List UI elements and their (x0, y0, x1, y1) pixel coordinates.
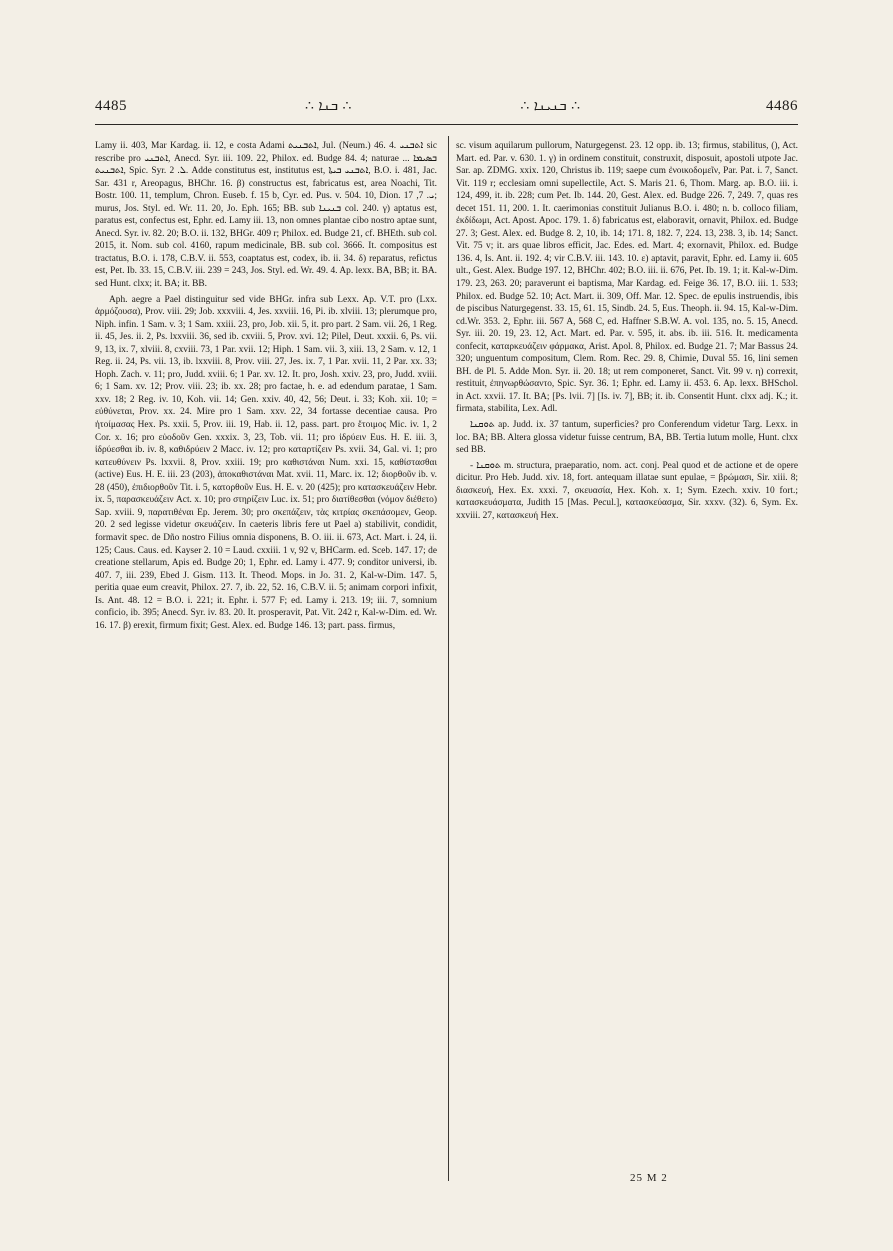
left-column (95, 140, 437, 1191)
header-rule (95, 124, 798, 125)
right-entry-paragraph: ܬܘܩܢܐ ap. Judd. ix. 37 tantum, superficies? pro Conferendum videtur Targ. Lexx. in loc. BA; BB. Altera glossa videtur fuisse centrum, BA, BB. Tertia lutum molle, Hunt. clxx sed BB. (456, 420, 798, 456)
left-entry-paragraph: Lamy ii. 403, Mar Kardag. ii. 12, e costa Adami ܐܬܒܢܝܬ, Jul. (Neum.) 46. 4. ܐܬܒܢܝ sic rescribe pro ܐܬܒܢܝ, Anecd. Syr. iii. 109. 22, Philox. ed. Budge 84. 4; naturae ܒܣܝܡܐ ... ܐܬܒܢܝܬ, Spic. Syr. ܠ. 2. Adde constitutus est, institutus est, ܐܬܒܢܝ ܒܝܬܐ, B.O. i. 481, Jac. Sar. 431 r, Areopagus, BHChr. 16. β) constructus est, fabricatus est, area Noachi, Tit. Bostr. 100. 11, templum, Chron. Euseb. f. 15 b, Cyr. ed. Pus. v. 504. 10, Dion. ܝ. 7, 17; murus, Jos. Styl. ed. Wr. 11. 20, Jo. Eph. 165; BB. sub ܒܢܝܢܐ col. 240. γ) aptatus est, paratus est, confectus est, Ephr. ed. Lamy iii. 13, non omnes plantae cibo nostro aptae sunt, Anecd. Syr. iv. 82. 20; B.O. ii. 132, BHGr. 409 r; Philox. ed. Budge 21, cf. BHEth. sub col. 2015, it. Nom. sub col. 4160, rapum medicinale, BB. sub col. 3666. It. compositus est tractatus, B.O. i. 178, C.B.V. ii. 553, coaptatus est, codex, ib. ii. 34. δ) reparatus, refictus est, Pet. Ib. 33. 15, C.B.V. iii. 239 = 243, Jos. Styl. ed. Wr. 49. 4. Ap. lexx. BA, BB; it. BA. sed Hunt. clxx; it. BA; it. BB. (95, 141, 437, 290)
left-running-title: ∴ ܒܢܐ ∴ (305, 98, 352, 114)
right-entry-paragraph: - ܬܘܩܢܐ m. structura, praeparatio, nom. act. conj. Peal quod et de actione et de opere dicitur. Pro Heb. Judd. xiv. 18, fort. antequam illatae sunt epulae, = βρώμασι, Sir. xiii. 8; διασκευή, Hex. Ex. xxxi. 7, σκευασία, Hex. Koh. x. 1; Sym. Ezech. xxiv. 10 fort.; κατασκευάσματα, Judith 15 [Mas. Pecul.], κατασκεύασμα, Sir. xxxv. (32). 6, Sym. Ex. xxviii. 27, κατασκευή Hex. (456, 460, 798, 521)
left-page-number: 4485 (95, 98, 127, 114)
column-divider (448, 136, 449, 1181)
right-page-number: 4486 (766, 98, 798, 114)
signature-mark: 25 M 2 (630, 1172, 668, 1184)
right-column (456, 140, 798, 1191)
right-entry-paragraph: sc. visum aquilarum pullorum, Naturgegenst. 23. 12 opp. ib. 13; firmus, stabilitus, (), Act. Mart. ed. Par. v. 630. 1. γ) in ordinem constituit, construxit, disposuit, apostoli utpote Jac. Sar. ap. ZDMG. xxix. 120, Christus ib. 119; saepe cum ἐνοικοδομεῖν, Par. Pat. i. 7, Sanct. Vit. 119 r; ecclesiam omni supellectile, Act. S. Maris 21. 6, Thom. Marg. ap. B.O. iii. i. 124, 499, it. ib. 228; cum Pet. Ib. 144. 20, Gest. Alex. ed. Budge 226. 7, 249. 7, quas res decet 151. 11, 200. 1. It. caerimonias constituit Julianus B.O. i. 480; n. b. colloco filiam, ἐκδίδωμι, Act. Apost. Apoc. 179. 1. δ) fabricatus est, elaboravit, ornavit, Philox. ed. Budge 27. 3; Gest. Alex. ed. Budge 8. 2, 10, ib. 14; 171. 8, 182. 7, 224. 13, 238. 3, ib. 14; Sanct. Vit. 75 v; it. ars quae libros efficit, Jac. Edes. ed. Mart. 4; exornavit, Philox. ed. Budge 136. 4, Is. Ant. ii. 192. 4; vir C.B.V. iii. 143. 10. ε) aptavit, paravit, Ephr. ed. Lamy ii. 605 ult., Gest. Alex. Budge 197. 12, BHChr. 402; B.O. iii. ii. 676, Pet. Ib. 19. 1; it. Kal-w-Dim. 179. 23, 263. 20; paraverunt ei baptisma, Mar Kardag. ed. Feige 36. 17, B.O. iii. 1. 533; Philox. ed. Budge 52. 10; Act. Mart. ii. 309, Off. Mar. 12. Spec. de epulis instruendis, ibis de piscibus Naturgegenst. 33. 15, 61. 15, Sindb. 24. 5, Eus. Theoph. ii. 94. 15, Kal-w-Dim. cd.Wr. 353. 2, Ephr. iii. 567 A, 568 C, ed. Haffner S.B.W. A. vol. 135, no. 5. 15, Anecd. Syr. iii. 20. 19, 23. 12, Act. Mart. ed. Par. v. 595, it. abs. ib. iii. 516. It. medicamenta confecit, καταρκευάζειν φάρμακα, Arist. Apol. 8, Philox. ed. Budge 21. 7; Mar Bassus 24. 320; unguentum compositum, Clem. Rom. Rec. 29. 8, Chimie, Duval 55. 16, lini semen BH. de Pl. 5. Adde Mon. Syr. ii. 20. 18; ut rem componeret, Sanct. Vit. 99 v. η) correxit, restituit, ἐπηνωρθώσαντο, Spic. Syr. 36. 1; Ephr. ed. Lamy ii. 453. 6. Ap. lexx. BHSchol. in Act. xxvii. 17. It. BA; [Ps. lvii. 7] [Is. iv. 7], BB; it. ib. Consentit Hunt. clxx adj. K.; it. firmata, stabilita, Lex. Adl. (456, 141, 798, 415)
page-header (95, 98, 798, 118)
right-running-title: ∴ ܒܢܝܢܐ ∴ (520, 98, 580, 114)
left-entry-paragraph: Aph. aegre a Pael distinguitur sed vide BHGr. infra sub Lexx. Ap. V.T. pro (Lxx. ἁρμόζουσα), Prov. viii. 29; Job. xxxviii. 4, Jes. xxviii. 16, Pi. ib. xlviii. 13; plerumque pro, Niph. infin. 1 Sam. v. 3; 1 Sam. xxiii. 23, pro, Job. xii. 5, it. pro part. 2 Sam. vii. 26, 1 Reg. ii. 45, Jes. ii. 2, Ps. lxxviii. 36, sed ib. cxviii. 5, Prov. xvi. 12; Pilel, Deut. xxxii. 6, Ps. vii. 9, 13, ix. 7, xlviii. 8, cxviii. 73, 1 Par. xvii. 12; Hiph. 1 Sam. vii. 3, xiii. 13, 2 Sam. v. 12, 1 Reg. ii. 24, Ps. vii. 13, ib. lxxviii. 8, Prov. viii. 27, Jes. ix. 7, 1 Par. xvii. 11, 2 Par. xx. 33; Hoph. Zach. v. 11; pro, Judd. xviii. 6; 1 Par. xv. 12. It. pro, Josh. xxiv. 23, pro, Judd. xviii. 6; 1 Sam. xv. 12; Prov. viii. 23; ib. xx. 28; pro factae, h. e. ad edendum paratae, 1 Sam. xxv. 18; 2 Reg. iv. 10, Koh. vii. 14; Gen. xxiv. 40, 42, 56; Deut. i. 33; Koh. xii. 10; = εὐθύνεται, Prov. xx. 24. Mire pro 1 Sam. xxv. 22, 34 fortasse decentiae causa. Pro ἡτοίμασας Hex. Ps. xxii. 5, Prov. iii. 19, Hab. ii. 12, pass. part. pro ἕτοιμος Mic. iv. 1, 2 Cor. x. 16; pro εὐοδοῦν Gen. xxxix. 3, 23, Tob. vii. 11; pro ἱδρύειν Eus. H. E. iii. 3, ἱδρύεσθαι ib. iv. 8, καθιδρύειν 2 Macc. iv. 12; pro καταρτίζειν Ps. xvii. 34, Gal. vi. 1; pro κατευθύνειν Ps. lxxvii. 8, Prov. xxiii. 19; pro καθιστάναι Num. xxi. 15, καθίστασθαι (active) Eus. H. E. iii. 23 (203), ἀποκαθιστάναι Mat. xvii. 11, Marc. ix. 12; διορθοῦν ib. v. 28 (450), ἐπιδιορθοῦν Tit. i. 5, κατορθοῦν Eus. H. E. v. 20 (425); pro κατασκευάζειν Hebr. ix. 5, παρασκευάζειν Act. x. 10; pro στηρίζειν Luc. ix. 51; pro διατίθεσθαι (νόμον διέθετο) Sap. xviii. 9, παρατιθέναι Ep. Jerem. 30; pro σκεπάζειν, τὰς κιτρίας σκεπάσομεν, Geop. 20. 2 sed legisse videtur σκευάζειν. In caeteris libris fere ut Pael a) stabilivit, condidit, formavit spec. de Dño nostro Filius omnia disponens, B. O. iii. ii. 673, Act. Mart. i. 24, ii. 125; Caus. Caus. ed. Kayser 2. 10 = Laud. cxxiii. 1 v, 92 v, BHCarm. ed. Sceb. 147. 17; de creatione stellarum, Apis ed. Budge 20; 1, Ephr. ed. Lamy i. 477. 9; conditor universi, ib. 407. 7, iii. 239, Ebed J. Gism. 113. It. Theod. Mops. in Jo. 31. 2, Kal-w-Dim. 147. 5, peritia quae eum creavit, Philox. 27. 7, ib. 22, 52. 16, C.B.V. ii. 5; animam corpori infixit, Is. Ant. 48. 12 = B.O. i. 221; it. Ephr. i. 577 F; ed. Lamy i. 213. 19; iii. 7, somnium conficio, ib. 395; Anecd. Syr. iv. 83. 20. It. prosperavit, Pat. Vit. 242 r, Kal-w-Dim. ed. Wr. 16. 17. β) erexit, firmum fixit; Gest. Alex. ed. Budge 146. 13; part. pass. firmus, (95, 294, 437, 631)
